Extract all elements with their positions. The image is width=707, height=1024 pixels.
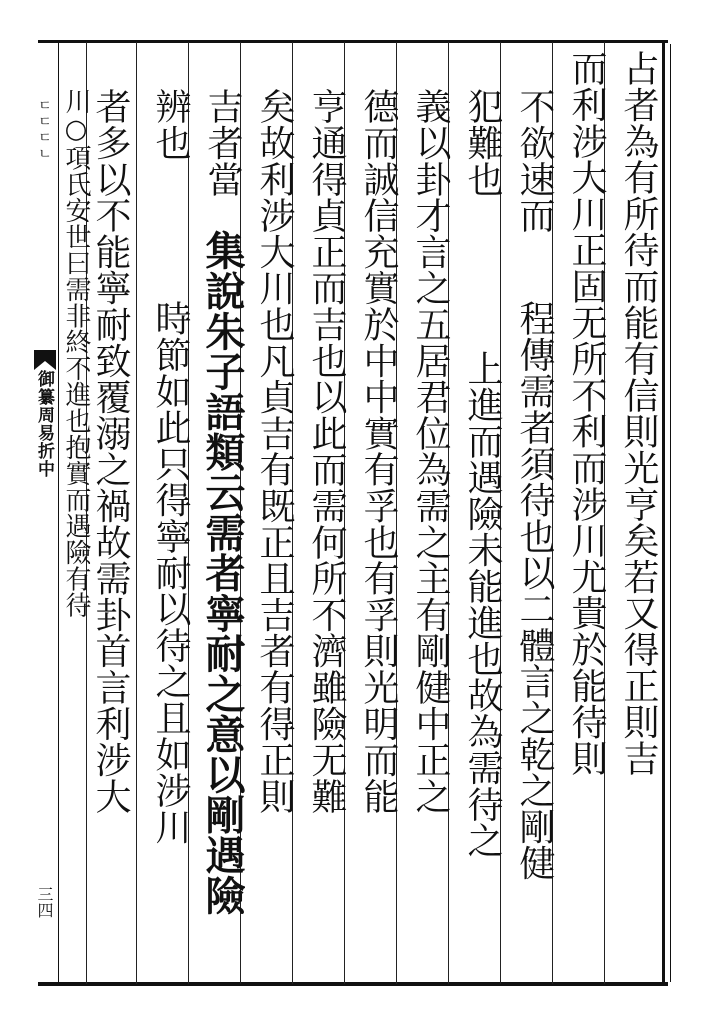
text-column-1: 占者為有所待而能有信則光亨矣若又得正則吉 [618, 50, 659, 776]
text-column-8: 矣故利涉大川也凡貞吉有既正且吉者有得正則 [254, 88, 295, 814]
margin-marks: ㄷㄷㄷㄴ [36, 98, 52, 162]
text-column-7: 亨通得貞正而吉也以此而需何所不濟雖險无難 [306, 88, 347, 814]
text-column-9: 吉者當 [202, 88, 243, 197]
text-column-2: 而利涉大川正固无所不利而涉川尤貴於能待則 [566, 50, 607, 776]
book-title: 御纂周易折中 [34, 370, 54, 478]
text-column-5: 義以卦才言之五居君位為需之主有剛健中正之 [410, 88, 451, 814]
column-text: 程傳需者須待也以二體言之乾之剛健 [514, 300, 555, 881]
page-number: 三四 [35, 886, 54, 918]
text-column-9b: 集說朱子語類云需者寧耐之意以剛遇險 [199, 230, 246, 916]
text-column-10: 辨也 [150, 88, 191, 161]
text-column-6: 德而誠信充實於中中實有孚也有孚則光明而能 [358, 88, 399, 814]
text-column-10b: 時節如此只得寧耐以待之且如涉川 [150, 300, 191, 845]
text-column-11: 者多以不能寧耐致覆溺之禍故需卦首言利涉大 [90, 88, 131, 814]
frame-left-border [58, 40, 59, 986]
page-margin [30, 40, 58, 982]
fish-tail-mark [34, 350, 56, 370]
text-column-4b: 上進而遇險未能進也故為需待之 [462, 350, 503, 859]
column-text: 不欲速而 [514, 88, 555, 234]
frame-top-border [38, 40, 668, 43]
text-column-4: 犯難也 [462, 88, 503, 197]
text-column-12: 川○項氏安世曰需非終不進也抱實而遇險有待 [61, 88, 91, 618]
frame-right-inner-border [670, 44, 671, 982]
text-column-3b [508, 300, 560, 980]
column-rule [136, 42, 137, 984]
